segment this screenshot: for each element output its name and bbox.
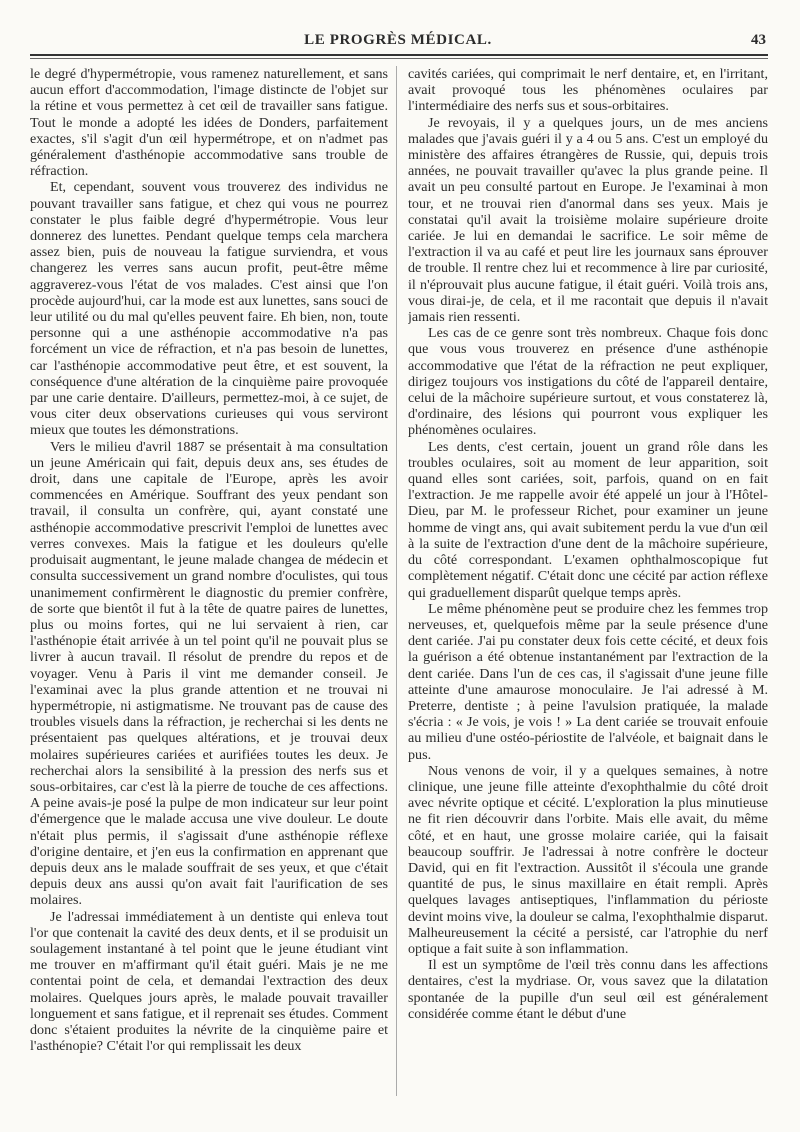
paragraph: Je l'adressai immédiatement à un dentiste qui enleva tout l'or que contenait la cavité des deux dents, et il se produisit un soulagement instantané à tel point que le jeune étudiant vint me trouver en m'affirmant qu'il était guéri. Mais je ne me contentai point de cela, et demandai l'extraction des deux molaires. Quelques jours après, le malade pouvait travailler longuement et sans fatigue, et il reprenait ses études. Comment donc s'étaient produites la névrite de la cinquième paire et l'asthénopie? C'était l'or qui remplissait les deux [30,908,388,1055]
journal-title: LE PROGRÈS MÉDICAL. [304,32,492,48]
paragraph: Il est un symptôme de l'œil très connu dans les affections dentaires, c'est la mydriase. Or, vous savez que la dilatation spontanée de la pupille d'un seul œil est généralement considérée comme étant le début d'une [408,957,768,1022]
page-number: 43 [751,32,766,48]
left-column [30,66,388,1116]
header-rule-thin [30,58,768,59]
paragraph: le degré d'hypermétropie, vous ramenez naturellement, et sans aucun effort d'accommodation, l'image distincte de l'objet sur la rétine et vous permettez à cet œil de travailler sans fatigue. Tout le monde a adopté les idées de Donders, parfaitement exactes, s'il s'agit d'un œil hypermétrope, et on n'admet pas généralement d'asthénopie accommodative sans trouble de réfraction. [30,66,388,180]
paragraph: Vers le milieu d'avril 1887 se présentait à ma consultation un jeune Américain qui fait, depuis deux ans, ses études de droit, dans une capitale de l'Europe, après les avoir commencées en Amérique. Souffrant des yeux pendant son travail, il consulta un confrère, qui, ayant constaté une asthénopie accommodative prescrivit l'emploi de lunettes avec verres convexes. Mais la fatigue et les douleurs qu'elle produisait augmentant, le jeune malade changea de médecin et consulta successivement un grand nombre d'oculistes, qui tous unanimement confirmèrent le diagnostic du premier confrère, de sorte que bientôt il fut à la tête de quatre paires de lunettes, plus ou moins fortes, qui ne lui servaient à rien, car l'asthénopie était arrivée à un tel point qu'il ne pouvait plus se livrer à aucun travail. Il résolut de prendre du repos et de voyager. Venu à Paris il vint me demander conseil. Je l'examinai avec la plus grande attention et ne trouvai ni hypermétropie, ni astigmatisme. Ne trouvant pas de cause des troubles visuels dans la réfraction, je recherchai si les dents ne présentaient pas quelques altérations, et je trouvai deux molaires supérieures cariées et aurifiées toutes les deux. Je recherchai alors la sensibilité à la pression des nerfs sus et sous-orbitaires, car c'est là la pierre de touche de ces affections. A peine avais-je posé la pulpe de mon indicateur sur leur point d'émergence que le malade accusa une vive douleur. Le doute n'était plus permis, il s'agissait d'une asthénopie réflexe d'origine dentaire, et j'en eus la confirmation en apprenant que depuis deux ans le malade souffrait de ses yeux, et que c'était depuis deux ans aussi qu'on avait fait l'aurification de ses molaires. [30,438,388,909]
paragraph: Je revoyais, il y a quelques jours, un de mes anciens malades que j'avais guéri il y a 4 ou 5 ans. C'est un employé du ministère des affaires étrangères de Russie, qui, depuis trois années, ne pouvait travailler qu'avec la plus grande peine. Il avait un peu consulté partout en Europe. Je l'examinai à mon tour, et ne trouvai rien d'anormal dans ses yeux. Mais je constatai qu'il avait la troisième molaire supérieure droite cariée. Je lui en demandai le sacrifice. Le soir même de l'extraction il va au café et peut lire les journaux sans éprouver de trouble. Il rentre chez lui et recommence à lire par curiosité, il n'éprouvait plus aucune fatigue, il était guéri. Voilà trois ans, vous dirai-je, de cela, et il me racontait que depuis il n'avait jamais rien ressenti. [408,114,768,326]
paragraph: Les dents, c'est certain, jouent un grand rôle dans les troubles oculaires, soit au moment de leur apparition, soit quand elles sont cariées, soit, parfois, quand on en fait l'extraction. Je me rappelle avoir été appelé un jour à l'Hôtel-Dieu, par M. le professeur Richet, pour examiner un jeune homme de vingt ans, qui avait subitement perdu la vue d'un œil à la suite de l'extraction d'une dent de la mâchoire supérieure, du côté correspondant. L'examen ophthalmoscopique fut complètement négatif. C'était donc une cécité par action réflexe qui graduellement disparût quelque temps après. [408,438,768,601]
header-rule [30,54,768,56]
paragraph: Et, cependant, souvent vous trouverez des individus ne pouvant travailler sans fatigue, et chez qui vous ne pourrez constater le plus faible degré d'hypermétropie. Vous leur donnerez des lunettes. Pendant quelque temps cela marchera assez bien, puis de nouveau la fatigue surviendra, et vous changerez les verres sans aucun profit, peut-être même aggraverez-vous l'état de vos malades. C'est ainsi que l'on procède aujourd'hui, car la mode est aux lunettes, sans souci de leur utilité ou du mal qu'elles peuvent faire. Eh bien, non, toute personne qui a une asthénopie accommodative n'a pas forcément un vice de réfraction, et n'a pas besoin de lunettes, car l'asthénopie accommodative peut être, et est souvent, la conséquence d'une altération de la cinquième paire provoquée par une carie dentaire. D'ailleurs, permettez-moi, à ce sujet, de vous citer deux observations curieuses qui vous serviront mieux que toutes les démonstrations. [30,179,388,439]
paragraph: Nous venons de voir, il y a quelques semaines, à notre clinique, une jeune fille atteinte d'exophthalmie du côté droit avec névrite optique et cécité. L'exploration la plus minutieuse ne fit rien découvrir dans l'orbite. Mais elle avait, du même côté, et en haut, une grosse molaire cariée, qui la faisait beaucoup souffrir. Je l'adressai à notre confrère le docteur David, qui en fit l'extraction. Aussitôt il s'écoula une grande quantité de pus, le sinus maxillaire en était rempli. Après quelques lavages antiseptiques, l'inflammation du périoste devint moins vive, la douleur se calma, l'exophthalmie disparut. Malheureusement la cécité a persisté, car l'atrophie du nerf optique a fait suite à son inflammation. [408,762,768,957]
paragraph: Les cas de ce genre sont très nombreux. Chaque fois donc que vous vous trouverez en présence d'une asthénopie accommodative que l'état de la réfraction ne peut expliquer, dirigez toujours vos instigations du côté de l'appareil dentaire, celui de la mâchoire supérieure surtout, et vous constaterez là, d'ordinaire, des lésions qui pourront vous expliquer les phénomènes oculaires. [408,325,768,439]
paragraph: Le même phénomène peut se produire chez les femmes trop nerveuses, et, quelquefois même par la seule présence d'une dent cariée. J'ai pu constater deux fois cette cécité, et deux fois la guérison a été obtenue instantanément par l'extraction de la dent cariée. Dans l'un de ces cas, il s'agissait d'une jeune fille atteinte d'une amaurose monoculaire. Je l'ai adressé à M. Preterre, dentiste ; à peine l'avulsion pratiquée, la malade s'écria : « Je vois, je vois ! » La dent cariée se trouvait enfouie au milieu d'une ostéo-périostite de l'alvéole, et baignait dans le pus. [408,600,768,763]
paragraph: cavités cariées, qui comprimait le nerf dentaire, et, en l'irritant, avait provoqué tous les phénomènes oculaires par l'intermédiaire des nerfs sus et sous-orbitaires. [408,66,768,115]
right-column [408,66,768,1116]
running-header [28,30,768,54]
column-divider [396,66,397,1096]
